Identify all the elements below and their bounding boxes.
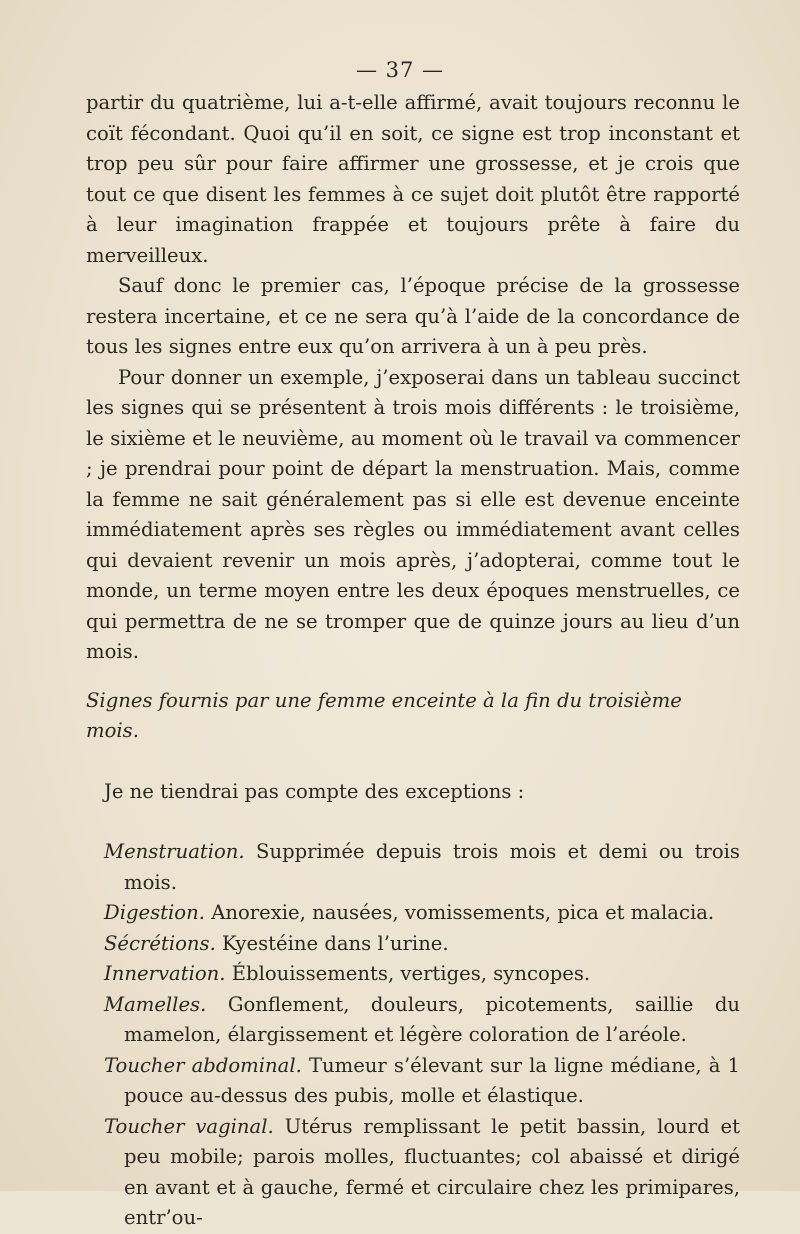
sign-digestion — [86, 898, 740, 929]
sign-label: Toucher vaginal. — [104, 1114, 274, 1138]
sign-text: Supprimée depuis trois mois et demi ou trois mois. — [124, 840, 740, 894]
sign-label: Menstruation. — [104, 840, 245, 863]
sign-text: Anorexie, nausées, vomissements, pica et malacia. — [211, 901, 715, 924]
signs-list — [86, 837, 740, 1234]
sign-innervation — [86, 959, 740, 990]
page-number: — 37 — — [355, 58, 445, 82]
sign-label: Toucher abdominal. — [104, 1053, 302, 1077]
sign-secretions — [86, 929, 740, 960]
sign-text: Utérus remplissant le petit bassin, lourd et peu mobile; parois molles, fluctuantes; col abaissé et dirigé en avant et à gauche, fermé et circulaire chez les primipares, entr’ou- — [124, 1114, 741, 1229]
paragraph: Sauf donc le premier cas, l’époque précise de la grossesse restera incertaine, et ce ne sera qu’à l’aide de la concordance de tous les signes entre eux qu’on arrivera à un à peu près. — [86, 274, 740, 358]
sign-mamelles — [86, 990, 740, 1051]
intro-line: Je ne tiendrai pas compte des exceptions : — [104, 779, 525, 803]
sign-text: Tumeur s’élevant sur la ligne médiane, à 1 pouce au-dessus des pubis, molle et élastique. — [124, 1053, 741, 1107]
sign-label: Mamelles. — [104, 992, 207, 1016]
paragraph: partir du quatrième, lui a-t-elle affirmé, avait toujours reconnu le coït fécondant. Quoi qu’il en soit, ce signe est trop inconstant et trop peu sûr pour faire affirmer une grossesse, et je crois que tout ce que disent les femmes à ce sujet doit plutôt être rapporté à leur imagination frappée et toujours prête à faire du merveilleux. — [86, 91, 740, 267]
sign-label: Digestion. — [104, 901, 205, 924]
sign-menstruation — [86, 837, 740, 898]
body-text — [86, 88, 740, 1234]
sign-text: Kyestéine dans l’urine. — [222, 931, 449, 955]
sign-toucher-abdominal — [86, 1051, 740, 1112]
sign-label: Innervation. — [104, 962, 226, 985]
sign-text: Gonflement, douleurs, picotements, saillie du mamelon, élargissement et légère coloration de l’aréole. — [124, 992, 740, 1046]
sign-label: Sécrétions. — [104, 931, 216, 955]
paragraph: Pour donner un exemple, j’exposerai dans un tableau succinct les signes qui se présentent à trois mois différents : le troisième, le sixième et le neuvième, au moment où le travail va commencer ; je prendrai pour point de départ la menstruation. Mais, comme la femme ne sait généralement pas si elle est devenue enceinte immédiatement après ses règles ou immédiatement avant celles qui devaient revenir un mois après, j’adopterai, comme tout le monde, un terme moyen entre les deux époques menstruelles, ce qui permettra de ne se tromper que de quinze jours au lieu d’un mois. — [86, 365, 740, 663]
sign-toucher-vaginal — [86, 1112, 740, 1234]
sign-text: Éblouissements, vertiges, syncopes. — [231, 962, 591, 985]
section-heading: Signes fournis par une femme enceinte à la fin du troisième mois. — [86, 688, 682, 742]
